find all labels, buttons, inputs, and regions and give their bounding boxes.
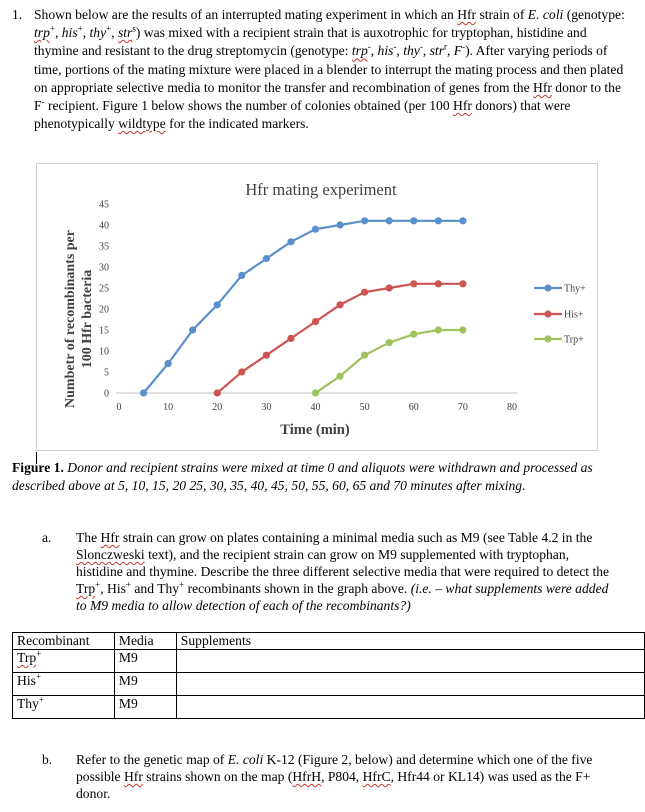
data-point-thy [165,360,172,367]
recombinant-table [12,632,645,719]
y-tick-label: 30 [99,262,109,274]
data-point-his [263,352,270,359]
row-trp-supplements-cell[interactable] [176,650,644,673]
y-tick-label: 15 [99,325,109,337]
caption-label: Figure 1. [12,460,64,475]
y-tick-label: 5 [104,367,109,379]
data-point-thy [386,217,393,224]
data-point-trp [386,339,393,346]
data-point-his [361,289,368,296]
table-row [13,673,645,696]
data-point-his [312,318,319,325]
y-tick-label: 25 [99,283,109,295]
chart-frame [36,163,598,451]
legend-marker-thy [544,284,551,291]
row-his-recombinant: His+ [13,673,115,696]
legend-marker-his [544,310,551,317]
question-number: 1. [12,7,23,22]
data-point-his [410,280,417,287]
y-tick-label: 0 [104,388,109,400]
part-a-label: a. [42,530,52,545]
legend-marker-trp [544,335,551,342]
y-tick-label: 10 [99,346,109,358]
data-point-thy [263,255,270,262]
y-tick-label: 45 [99,199,109,211]
chart-title: Hfr mating experiment [245,180,397,199]
data-point-his [459,280,466,287]
caption-text: Donor and recipient strains were mixed at time 0 and aliquots were withdrawn and processed as described above at 5, 10, 15, 20 25, 30, 35, 40, 45, 50, 55, 60, 65 and 70 minutes after mixing. [12,460,593,493]
data-point-thy [312,226,319,233]
part-b-label: b. [42,752,53,767]
table-row [13,696,645,719]
part-a-text: The Hfr strain can grow on plates containing a minimal media such as M9 (see Table 4.2 in the Slonczweski text), and the recipient strain can grow on M9 supplemented with tryptophan, histidine and thymine. Describe the three different selective media that were required to detect the Trp+, His+ and Thy+ recombinants shown in the graph above. (i.e. – what supplements were added to M9 media to allow detection of each of the recombinants?) [76,530,610,613]
row-trp-media: M9 [114,650,176,673]
data-point-trp [336,373,343,380]
data-point-thy [361,217,368,224]
row-his-media: M9 [114,673,176,696]
data-point-thy [336,221,343,228]
x-tick-label: 40 [310,402,321,413]
data-point-his [238,368,245,375]
table-header-row [13,633,645,650]
question-1 [12,6,630,133]
x-tick-label: 50 [359,402,370,413]
legend-label-his: His+ [564,309,584,321]
data-point-his [336,301,343,308]
data-point-thy [435,217,442,224]
y-axis-label-line1: Numbetr of recombinants per [63,230,78,408]
part-b-text: Refer to the genetic map of E. coli K-12 (Figure 2, below) and determine which one of the five possible Hfr strains shown on the map (HfrH, P804, HfrC, Hfr44 or KL14) was used as the F+ donor. [76,752,593,801]
series-line-thy [144,221,463,393]
header-recombinant: Recombinant [13,633,115,650]
data-point-trp [312,389,319,396]
mating-chart [37,164,597,450]
data-point-thy [238,272,245,279]
y-tick-label: 20 [99,304,109,316]
data-point-trp [410,331,417,338]
part-a [42,529,612,614]
data-point-thy [189,326,196,333]
row-thy-media: M9 [114,696,176,719]
data-point-trp [459,326,466,333]
data-point-his [287,335,294,342]
x-tick-label: 60 [408,402,419,413]
x-tick-label: 10 [163,402,174,413]
data-point-his [435,280,442,287]
data-point-thy [410,217,417,224]
row-trp-recombinant: Trp+ [13,650,115,673]
row-thy-recombinant: Thy+ [13,696,115,719]
row-his-supplements-cell[interactable] [176,673,644,696]
y-tick-label: 35 [99,241,109,253]
table-row [13,650,645,673]
data-point-thy [459,217,466,224]
legend-label-trp: Trp+ [564,334,584,346]
legend-label-thy: Thy+ [564,283,586,295]
y-axis-label-line2: 100 Hfr bacteria [80,269,95,369]
x-tick-label: 20 [212,402,223,413]
data-point-trp [435,326,442,333]
x-tick-label: 0 [116,402,122,413]
x-tick-label: 70 [457,402,468,413]
x-tick-label: 30 [261,402,272,413]
data-point-thy [214,301,221,308]
y-tick-label: 40 [99,220,109,232]
header-supplements: Supplements [176,633,644,650]
row-thy-supplements-cell[interactable] [176,696,644,719]
data-point-his [386,284,393,291]
question-1-text: Shown below are the results of an interrupted mating experiment in which an Hfr strain of E. coli (genotype: trp+, his+, thy+, str$^s$) was mixed with a recipient strain that is auxotrophic for tryptophan, histidine and thymine and resistant to the drug streptomycin (genotype: trp-, his-, thy-, str$^r$, F-). After varying periods of time, portions of the mating mixture were placed in a blender to interrupt the mating process and then plated on appropriate selective media to monitor the transfer and recombination of genes from the Hfr donor to the F- recipient. Figure 1 below shows the number of colonies obtained (per 100 Hfr donors) that were phenotypically wildtype for the indicated markers. [34,7,625,132]
x-axis-label: Time (min) [280,422,350,438]
header-media: Media [114,633,176,650]
figure-caption [12,459,622,494]
data-point-thy [287,238,294,245]
data-point-trp [361,352,368,359]
data-point-thy [140,389,147,396]
x-tick-label: 80 [507,402,517,413]
data-point-his [214,389,221,396]
part-b [42,751,612,802]
